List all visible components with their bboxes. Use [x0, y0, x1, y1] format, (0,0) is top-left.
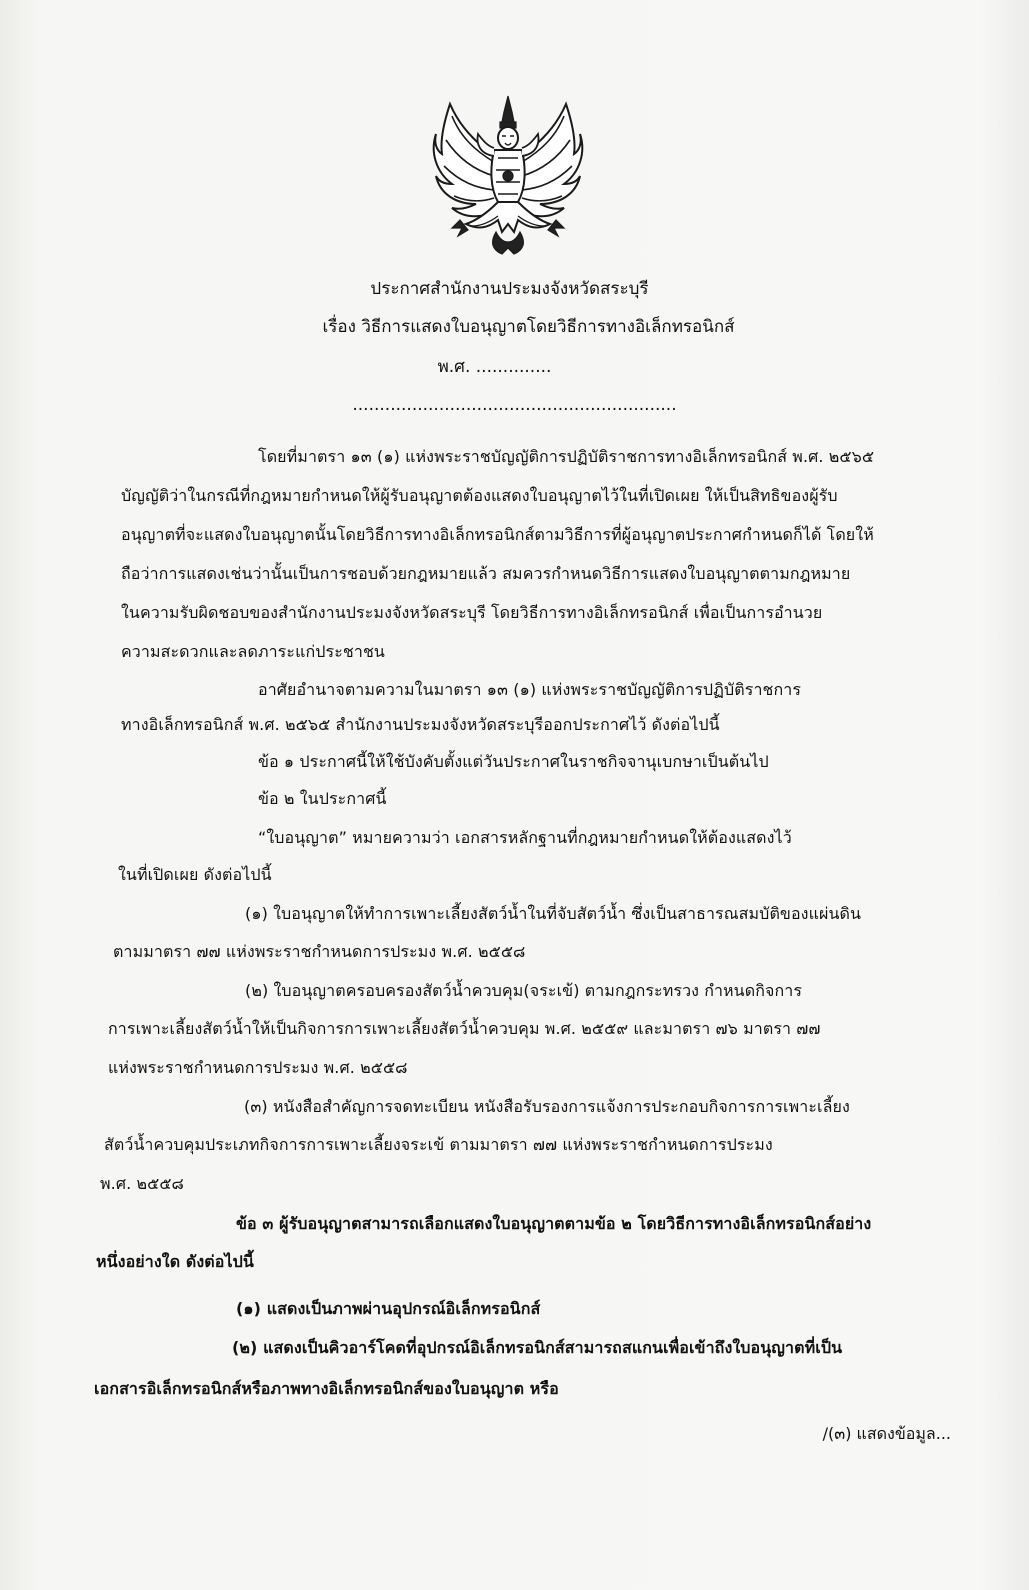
body-line: ในความรับผิดชอบของสำนักงานประมงจังหวัดสระบุรี โดยวิธีการทางอิเล็กทรอนิกส์ เพื่อเป็นการอำนวย [121, 603, 823, 622]
body-line: การเพาะเลี้ยงสัตว์น้ำให้เป็นกิจการการเพาะเลี้ยงสัตว์น้ำควบคุม พ.ศ. ๒๕๕๙ และมาตรา ๗๖ มาตรา ๗๗ [108, 1019, 821, 1038]
body-line: เอกสารอิเล็กทรอนิกส์หรือภาพทางอิเล็กทรอนิกส์ของใบอนุญาต หรือ [94, 1379, 559, 1398]
announcement-subject: เรื่อง วิธีการแสดงใบอนุญาตโดยวิธีการทางอิเล็กทรอนิกส์ [322, 317, 735, 337]
body-line: หนึ่งอย่างใด ดังต่อไปนี้ [96, 1252, 254, 1271]
body-line: สัตว์น้ำควบคุมประเภทกิจการการเพาะเลี้ยงจระเข้ ตามมาตรา ๗๗ แห่งพระราชกำหนดการประมง [104, 1135, 773, 1154]
clause-3: ข้อ ๓ ผู้รับอนุญาตสามารถเลือกแสดงใบอนุญาตตามข้อ ๒ โดยวิธีการทางอิเล็กทรอนิกส์อย่าง [236, 1214, 872, 1233]
body-line: ความสะดวกและลดภาระแก่ประชาชน [121, 642, 385, 661]
announcement-title: ประกาศสำนักงานประมงจังหวัดสระบุรี [370, 279, 649, 299]
body-line: บัญญัติว่าในกรณีที่กฎหมายกำหนดให้ผู้รับอนุญาตต้องแสดงใบอนุญาตไว้ในที่เปิดเผย ให้เป็นสิทธิของผู้รับ [121, 486, 838, 505]
body-line: ตามมาตรา ๗๗ แห่งพระราชกำหนดการประมง พ.ศ. ๒๕๕๘ [113, 942, 526, 961]
body-line: ในที่เปิดเผย ดังต่อไปนี้ [118, 865, 272, 884]
body-line: แห่งพระราชกำหนดการประมง พ.ศ. ๒๕๕๘ [108, 1058, 408, 1077]
body-line: “ใบอนุญาต” หมายความว่า เอกสารหลักฐานที่กฎหมายกำหนดให้ต้องแสดงไว้ [258, 828, 792, 847]
clause-2: ข้อ ๒ ในประกาศนี้ [258, 789, 387, 808]
garuda-emblem-icon [432, 92, 584, 258]
body-line: ทางอิเล็กทรอนิกส์ พ.ศ. ๒๕๖๕ สำนักงานประมงจังหวัดสระบุรีออกประกาศไว้ ดังต่อไปนี้ [121, 715, 720, 734]
license-item-2: (๒) ใบอนุญาตครอบครองสัตว์น้ำควบคุม(จระเข้) ตามกฎกระทรวง กำหนดกิจการ [245, 981, 803, 1000]
method-item-2: (๒) แสดงเป็นคิวอาร์โคดที่อุปกรณ์อิเล็กทรอนิกส์สามารถสแกนเพื่อเข้าถึงใบอนุญาตที่เป็น [232, 1338, 843, 1357]
body-line: โดยที่มาตรา ๑๓ (๑) แห่งพระราชบัญญัติการปฏิบัติราชการทางอิเล็กทรอนิกส์ พ.ศ. ๒๕๖๕ [258, 447, 875, 466]
title-separator: ............................................................ [352, 395, 677, 415]
announcement-year: พ.ศ. .............. [437, 357, 552, 377]
body-line: พ.ศ. ๒๕๕๘ [100, 1174, 184, 1193]
license-item-1: (๑) ใบอนุญาตให้ทำการเพาะเลี้ยงสัตว์น้ำในที่จับสัตว์น้ำ ซึ่งเป็นสาธารณสมบัติของแผ่นดิน [245, 904, 862, 923]
license-item-3: (๓) หนังสือสำคัญการจดทะเบียน หนังสือรับรองการแจ้งการประกอบกิจการการเพาะเลี้ยง [244, 1097, 850, 1116]
body-line: อนุญาตที่จะแสดงใบอนุญาตนั้นโดยวิธีการทางอิเล็กทรอนิกส์ตามวิธีการที่ผู้อนุญาตประกาศกำหนดก็ได้ โดยให้ [121, 525, 874, 544]
clause-1: ข้อ ๑ ประกาศนี้ให้ใช้บังคับตั้งแต่วันประกาศในราชกิจจานุเบกษาเป็นต้นไป [258, 752, 769, 771]
body-line: อาศัยอำนาจตามความในมาตรา ๑๓ (๑) แห่งพระราชบัญญัติการปฏิบัติราชการ [258, 680, 802, 699]
continuation-note: /(๓) แสดงข้อมูล... [822, 1424, 951, 1443]
body-line: ถือว่าการแสดงเช่นว่านั้นเป็นการชอบด้วยกฎหมายแล้ว สมควรกำหนดวิธีการแสดงใบอนุญาตตามกฎหมาย [121, 564, 851, 583]
method-item-1: (๑) แสดงเป็นภาพผ่านอุปกรณ์อิเล็กทรอนิกส์ [236, 1299, 541, 1318]
